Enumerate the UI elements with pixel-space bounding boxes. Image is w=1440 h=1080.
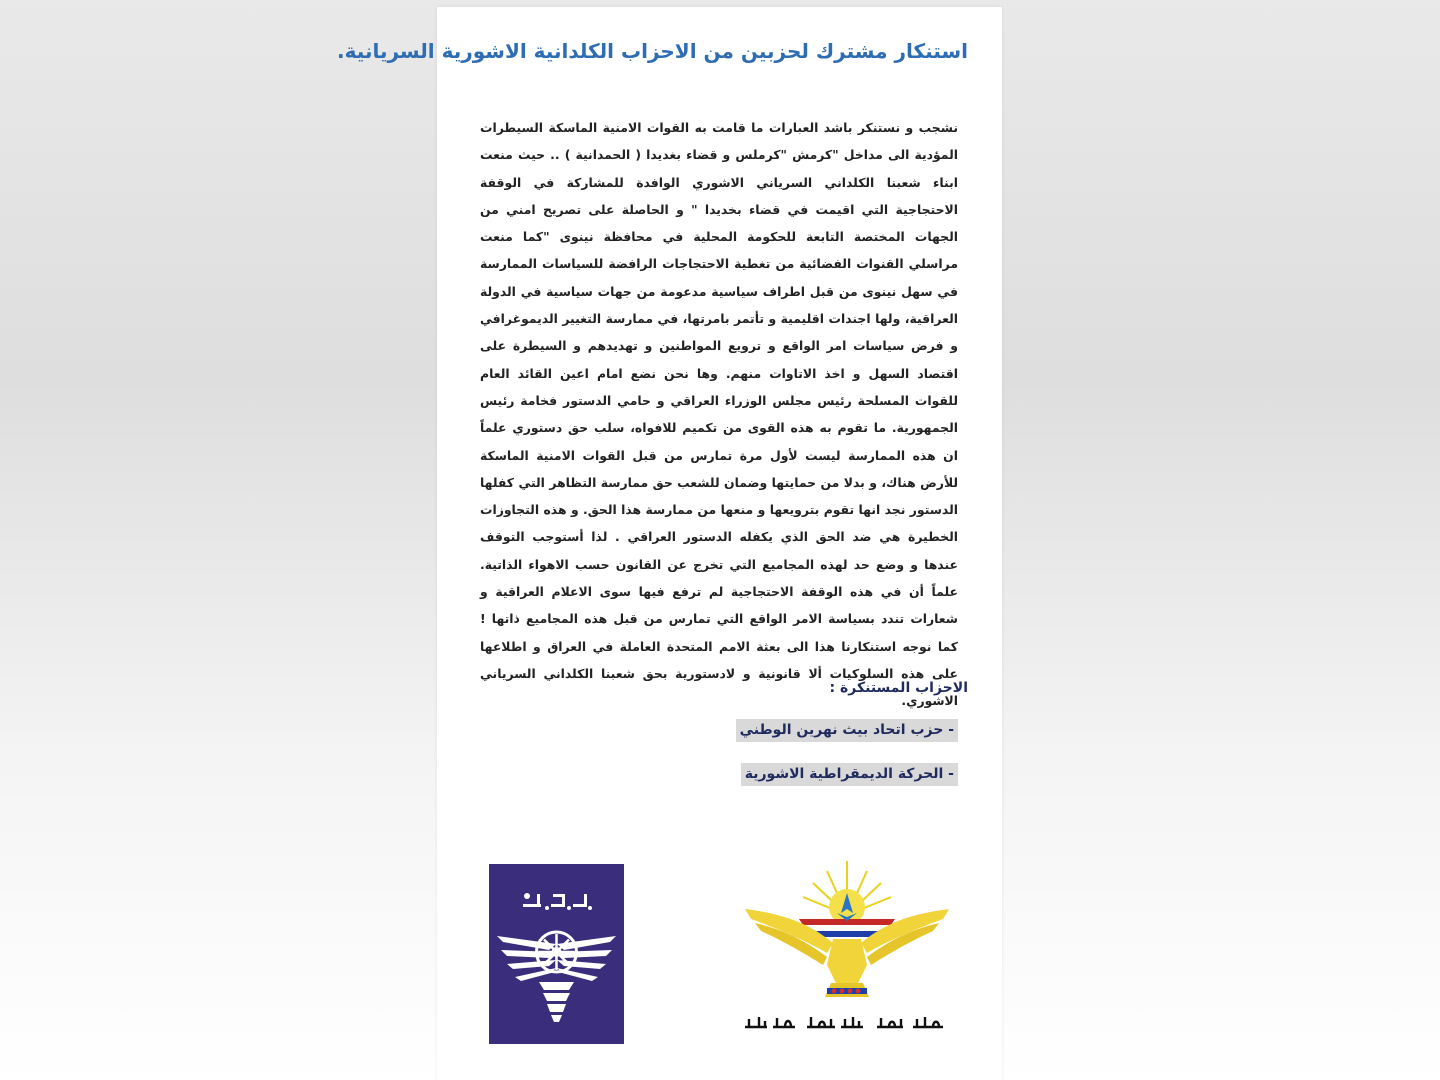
winged-eagle-emblem-icon [737,857,957,1047]
statement-body: نشجب و نستنكر باشد العبارات ما قامت به القوات الامنية الماسكة السيطرات المؤدية الى مداخل "كرمش "كرملس و قضاء بغديدا ( الحمدانية ) .. حيث منعت ابناء شعبنا الكلداني السرياني الاشوري الوافدة للمشاركة في الوقفة الاحتجاجية التي اقيمت في قضاء بخديدا " و الحاصلة على تصريح امني من الجهات المختصة التابعة للحكومة المحلية في محافظة نينوى "كما منعت مراسلي القنوات الفضائية من تغطية الاحتجاجات الرافضة للسياسات الممارسة في سهل نينوى من قبل اطراف سياسية مدعومة من جهات سياسية في الدولة العراقية، ولها اجندات اقليمية و تأتمر بامرتها، في ممارسة التغيير الديموغرافي و فرض سياسات امر الواقع و ترويع المواطنين و تهديدهم و السيطرة على اقتصاد السهل و اخذ الاتاوات منهم. وها نحن نضع امام اعين القائد العام للقوات المسلحة رئيس مجلس الوزراء العراقي و حامي الدستور فخامة رئيس الجمهورية. ما تقوم به هذه القوى من تكميم للافواه، سلب حق دستوري علماً ان هذه الممارسة ليست لأول مرة تمارس من قبل القوات الامنية الماسكة للأرض هناك، و بدلا من حمايتها وضمان للشعب حق ممارسة التظاهر التي كفلها الدستور نجد انها تقوم بترويعها و منعها من ممارسة هذا الحق. و هذه التجاوزات الخطيرة هي ضد الحق الذي يكفله الدستور العراقي . لذا أستوجب التوقف عندها و وضع حد لهذه المجاميع التي تخرج عن القانون حسب الاهواء الذاتية. علماً أن في هذه الوقفة الاحتجاجية لم ترفع فيها سوى الاعلام العراقية و شعارات تندد بسياسة الامر الواقع التي تمارس من قبل هذه المجاميع ذاتها ! كما نوجه استنكارنا هذا الى بعثة الامم المتحدة العاملة في العراق و اطلاعها على هذه السلوكيات ألا قانونية و لادستورية بحق شعبنا الكلداني السرياني الاشوري. [480,120,958,709]
party-bethnahrain: - حزب اتحاد بيث نهرين الوطني [736,719,958,742]
party-assyrian-democratic-movement: - الحركة الديمقراطية الاشورية [741,763,958,786]
winged-sun-emblem-icon [489,864,624,1044]
document-title: استنكار مشترك لحزبين من الاحزاب الكلدانية الاشورية السريانية. [337,39,968,63]
parties-heading: الاحزاب المستنكرة : [829,680,968,696]
document-page [337,7,1002,1080]
